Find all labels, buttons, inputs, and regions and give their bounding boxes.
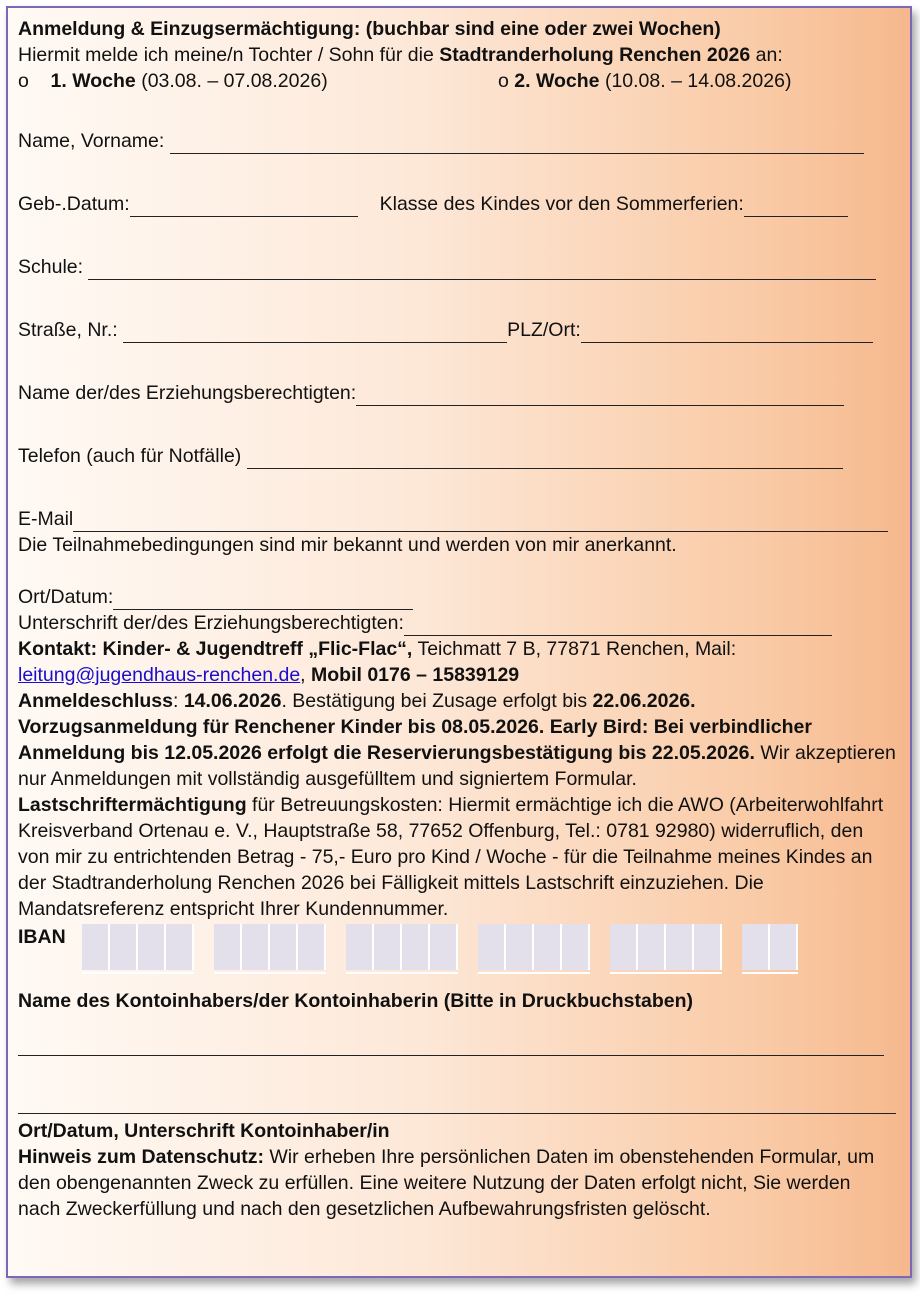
- priority-paragraph: Vorzugsanmeldung für Renchener Kinder bis 08.05.2026. Early Bird: Bei verbindlicher Anmeldung bis 12.05.2026 erfolgt die Reservierungsbestätigung bis 22.05.2026. Wir akzeptieren nur Anmeldungen mit vollständig ausgefülltem und signiertem Formular.: [18, 716, 896, 790]
- iban-group[interactable]: [82, 924, 194, 974]
- week-1-checkbox[interactable]: o: [18, 70, 29, 92]
- iban-group[interactable]: [478, 924, 590, 974]
- iban-group[interactable]: [610, 924, 722, 974]
- email-field: E-Mail: [18, 506, 898, 532]
- place-date-field: Ort/Datum:: [18, 584, 898, 610]
- form-title-note: (buchbar sind eine oder zwei Wochen): [365, 18, 721, 40]
- intro-line: Hiermit melde ich meine/n Tochter / Sohn für die Stadtranderholung Renchen 2026 an:: [18, 44, 783, 66]
- contact-line-2: leitung@jugendhaus-renchen.de, Mobil 0176 – 15839129: [18, 664, 520, 686]
- guardian-signature-line[interactable]: [404, 615, 832, 636]
- guardian-signature-field: Unterschrift der/des Erziehungsberechtigten:: [18, 610, 898, 636]
- street-input-line[interactable]: [123, 322, 507, 343]
- iban-group[interactable]: [214, 924, 326, 974]
- name-input-line[interactable]: [170, 133, 864, 154]
- contact-mobile: Mobil 0176 – 15839129: [311, 664, 520, 686]
- iban-group[interactable]: [346, 924, 458, 974]
- address-row: Straße, Nr.: PLZ/Ort:: [18, 317, 898, 343]
- week-1-option[interactable]: o 1. Woche (03.08. – 07.08.2026): [18, 70, 328, 92]
- form-title: Anmeldung & Einzugsermächtigung:: [18, 18, 361, 40]
- week-options: [18, 68, 898, 94]
- form-header: [18, 16, 898, 42]
- birthdate-class-row: Geb-.Datum: Klasse des Kindes vor den Sommerferien:: [18, 191, 898, 217]
- registration-form-card: [6, 6, 912, 1278]
- conditions-text: Die Teilnahmebedingungen sind mir bekannt und werden von mir anerkannt.: [18, 534, 677, 556]
- mandate-paragraph: Lastschriftermächtigung für Betreuungskosten: Hiermit ermächtige ich die AWO (Arbeiterwohlfahrt Kreisverband Ortenau e. V., Hauptstraße 58, 77652 Offenburg, Tel.: 0781 92980) widerruflich, den von mir zu entrichtenden Betrag - 75,- Euro pro Kind / Woche - für die Teilnahme meines Kindes an der Stadtranderholung Renchen 2026 bei Fälligkeit mittels Lastschrift einzuziehen. Die Mandatsreferenz entspricht Ihrer Kundennummer.: [18, 794, 884, 920]
- week-2-checkbox[interactable]: o: [498, 70, 509, 92]
- contact-email-link[interactable]: leitung@jugendhaus-renchen.de: [18, 664, 301, 686]
- form-content: [18, 16, 898, 1222]
- school-input-line[interactable]: [88, 259, 876, 280]
- deadline-line: Anmeldeschluss: 14.06.2026. Bestätigung bei Zusage erfolgt bis 22.06.2026.: [18, 690, 696, 712]
- contact-line: Kontakt: Kinder- & Jugendtreff „Flic-Flac“, Teichmatt 7 B, 77871 Renchen, Mail:: [18, 638, 737, 660]
- place-date-input-line[interactable]: [113, 589, 413, 610]
- event-name: Stadtranderholung Renchen 2026: [439, 44, 751, 66]
- holder-signature-label: Ort/Datum, Unterschrift Kontoinhaber/in: [18, 1120, 390, 1142]
- email-input-line[interactable]: [73, 511, 888, 532]
- account-holder-label: Name des Kontoinhabers/der Kontoinhaberin (Bitte in Druckbuchstaben): [18, 990, 693, 1012]
- guardian-field: Name der/des Erziehungsberechtigten:: [18, 380, 898, 406]
- phone-input-line[interactable]: [247, 448, 843, 469]
- guardian-input-line[interactable]: [356, 385, 844, 406]
- zip-city-input-line[interactable]: [581, 322, 873, 343]
- phone-field: Telefon (auch für Notfälle): [18, 443, 898, 469]
- iban-field: [18, 924, 898, 976]
- privacy-paragraph: Hinweis zum Datenschutz: Wir erheben Ihre persönlichen Daten im obenstehenden Formular, um den obengenannten Zweck zu erfüllen. Eine weitere Nutzung der Daten erfolgt nicht, Sie werden nach Zweckerfüllung und nach den gesetzlichen Aufbewahrungsfristen gelöscht.: [18, 1146, 875, 1220]
- class-input-line[interactable]: [744, 196, 848, 217]
- school-field: Schule:: [18, 254, 898, 280]
- name-field: Name, Vorname:: [18, 128, 898, 154]
- iban-label: IBAN: [18, 926, 66, 948]
- week-2-option[interactable]: o 2. Woche (10.08. – 14.08.2026): [498, 70, 792, 92]
- iban-group[interactable]: [742, 924, 798, 974]
- birthdate-input-line[interactable]: [130, 196, 358, 217]
